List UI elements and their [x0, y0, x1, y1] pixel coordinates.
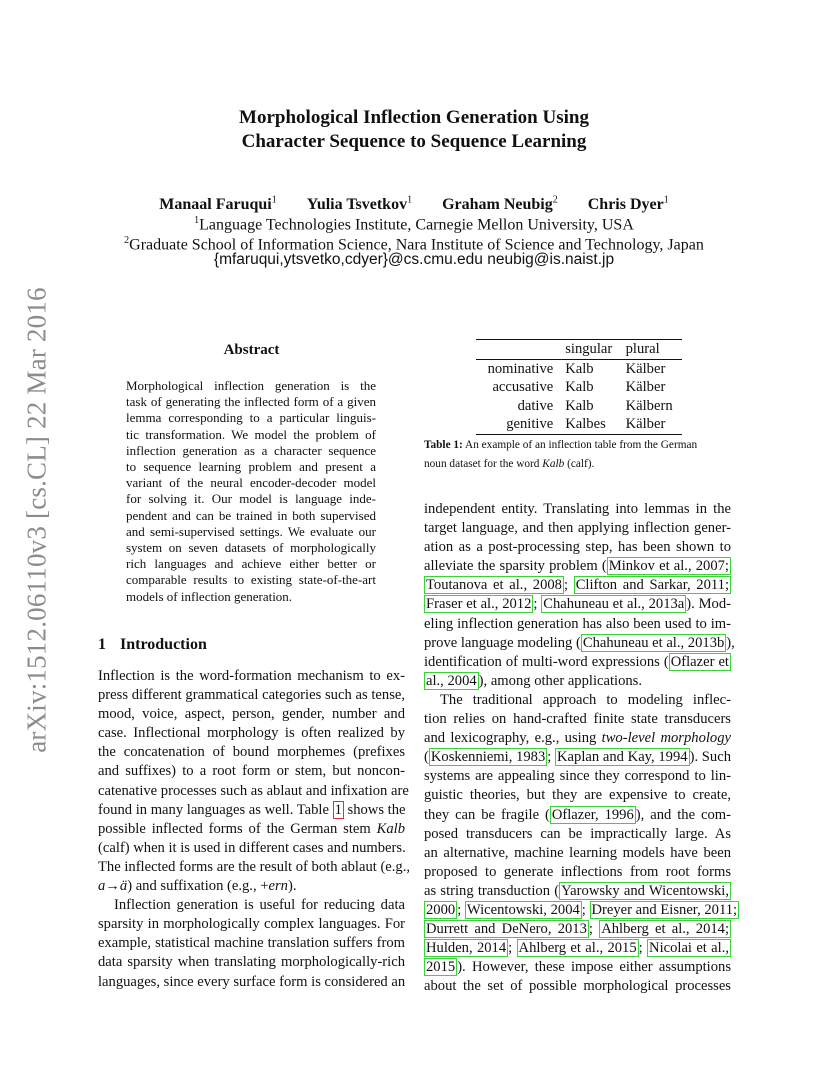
affiliation-mark: 2 — [552, 195, 558, 206]
text-line: catenative processes such as ablaut and infixation are — [98, 782, 409, 799]
text-line: 2015 ). However, these impose either assumptions — [426, 959, 731, 976]
inflection-table — [476, 339, 682, 435]
text-line: prove language modeling ( Chahuneau et al., 2013b ), — [424, 634, 735, 651]
affiliation-mark: 1 — [194, 215, 200, 226]
text-line: ation as a post-processing step, has been shown to — [424, 539, 731, 556]
text-line: for solving it. Our model is language inde- — [126, 491, 376, 507]
text-line: posed transducers can be impractically large. As — [424, 825, 731, 842]
table-reference-link[interactable]: 1 — [334, 801, 342, 818]
arxiv-identifier: arXiv:1512.06110v3 [cs.CL] 22 Mar 2016 — [21, 287, 52, 753]
text-line: Hulden, 2014 ; Ahlberg et al., 2015 ; Nicolai et al., — [426, 940, 730, 957]
text-line: Durrett and DeNero, 2013 ; Ahlberg et al., 2014; — [426, 921, 730, 938]
text-line: Toutanova et al., 2008 ; Clifton and Sarkar, 2011; — [426, 577, 729, 594]
text-line: mood, voice, aspect, person, gender, number and — [98, 706, 405, 723]
text-line: Morphological inflection generation is the — [126, 378, 376, 393]
text-line: tic transformation. We model the problem of — [126, 426, 376, 442]
author-emails: {mfaruqui,ytsvetko,cdyer}@cs.cmu.edu neubig@is.naist.jp — [213, 251, 615, 268]
table-caption — [424, 436, 731, 473]
table-cell: genitive — [506, 416, 554, 432]
text-line: eling inflection generation has also been used to im- — [424, 615, 731, 632]
paper-title — [0, 106, 828, 154]
citation-link[interactable]: Koskenniemi, 1983 — [430, 749, 546, 766]
text-line: proposed to generate inflections from root forms — [424, 863, 731, 880]
text-line: inflection generation as a character sequence — [126, 442, 376, 458]
text-line: 2000 ; Wicentowski, 2004 ; Dreyer and Eisner, 2011; — [426, 901, 738, 918]
table-cell: Kalb — [565, 360, 594, 377]
citation-link[interactable]: 2015 — [426, 959, 456, 976]
table-cell: Kälber — [625, 416, 666, 432]
citation-link[interactable]: Hulden, 2014 — [426, 940, 507, 957]
citation-link[interactable]: Oflazer et — [670, 653, 729, 670]
table-cell: nominative — [487, 360, 554, 377]
table-cell: Kälber — [625, 379, 666, 395]
text-line: tion relies on hand-crafted finite state transducers — [424, 711, 731, 728]
text-line: example, statistical machine translation suffers from — [98, 935, 405, 952]
citation-link[interactable]: al., 2004 — [426, 672, 477, 689]
emphasis: Kalb — [376, 820, 405, 837]
citation-link[interactable]: Fraser et al., 2012 — [426, 596, 532, 613]
emphasis: a — [98, 878, 106, 895]
text-line: independent entity. Translating into lemmas in the — [424, 501, 731, 517]
text-line: data sparsity when translating morphologically-rich — [98, 954, 405, 971]
affiliation-mark: 2 — [124, 235, 130, 246]
emphasis: ä — [119, 878, 128, 895]
text-line: The inflected forms are the result of both ablaut (e.g., — [98, 858, 411, 875]
text-line: languages, since every surface form is considered an — [98, 973, 406, 990]
text-line: comparable results to existing state-of-the-art — [126, 572, 376, 588]
section-heading — [98, 636, 207, 654]
citation-link[interactable]: Chahuneau et al., 2013b — [582, 634, 725, 651]
text-line: the concatenation of bound morphemes (prefixes — [98, 744, 405, 761]
table-header-cell — [476, 340, 561, 360]
text-line: guistic theories, but they are expensive to create, — [424, 787, 731, 804]
citation-link[interactable]: Durrett and DeNero, 2013 — [426, 921, 587, 938]
table-header-cell: singular — [565, 341, 613, 357]
citation-link[interactable]: Minkov et al., 2007; — [608, 558, 729, 575]
text-line: ( Koskenniemi, 1983 ; Kaplan and Kay, 1994 ). Such — [424, 749, 731, 766]
citation-link[interactable]: Ahlberg et al., 2014; — [601, 921, 730, 938]
caption-word: Kalb — [542, 457, 565, 470]
text-line: and semi-supervised settings. We evaluate our — [126, 523, 376, 539]
table-cell: Kälbern — [625, 397, 673, 414]
text-line: a→ä) and suffixation (e.g., +ern). — [98, 878, 297, 895]
text-line: variant of the neural encoder-decoder model — [126, 475, 376, 491]
affiliation-mark: 1 — [407, 195, 413, 206]
table-cell: Kalb — [565, 397, 594, 414]
text-line: al., 2004 ), among other applications. — [426, 672, 642, 689]
text-line: (calf) when it is used in different cases and numbers. — [98, 839, 406, 856]
table-cell: accusative — [492, 379, 554, 395]
text-line: sparsity in morphologically complex languages. For — [98, 916, 405, 933]
text-line: found in many languages as well. Table 1 shows the — [98, 801, 406, 818]
text-line: systems are appealing since they correspond to lin- — [424, 768, 731, 785]
citation-link[interactable]: Ahlberg et al., 2015 — [518, 940, 637, 957]
table-row — [476, 415, 682, 434]
text-line: an alternative, machine learning models have been — [424, 844, 731, 861]
citation-link[interactable]: Clifton and Sarkar, 2011; — [575, 577, 729, 594]
text-line: and suffixes) to a root form or stem, but noncon- — [98, 763, 405, 780]
text-line: system on seven datasets of morphologically — [126, 540, 376, 556]
caption-text: noun dataset for the word — [424, 457, 543, 470]
table-cell: Kälber — [625, 360, 666, 377]
table-row — [476, 397, 682, 416]
table-row — [476, 359, 682, 378]
caption-text: (calf). — [564, 457, 595, 470]
citation-link[interactable]: Oflazer, 1996 — [551, 806, 634, 823]
affiliation-mark: 1 — [271, 195, 277, 206]
affiliation-mark: 1 — [663, 195, 669, 206]
text-line: pendent and can be trained in both supervised — [126, 507, 376, 523]
text-line: models of inflection generation. — [126, 588, 293, 604]
table-cell: Kalbes — [565, 416, 606, 432]
author-name: Manaal Faruqui — [159, 196, 272, 214]
table-header-cell: plural — [625, 341, 660, 357]
citation-link[interactable]: Kaplan and Kay, 1994 — [557, 749, 688, 766]
text-line: press different grammatical categories such as tense, — [98, 687, 405, 704]
text-line: The traditional approach to modeling inflec- — [440, 691, 731, 708]
table-row — [476, 378, 682, 397]
caption-text: An example of an inflection table from the German — [465, 439, 698, 451]
text-line: lemma corresponding to a particular linguis- — [126, 410, 376, 426]
author-name: Chris Dyer — [587, 196, 664, 214]
text-line: to sequence learning problem and present a — [126, 459, 376, 475]
section-title: Introduction — [120, 636, 207, 653]
caption-label: Table 1: — [424, 439, 463, 451]
affiliation-text: Language Technologies Institute, Carnegie Mellon University, USA — [199, 216, 634, 234]
title-line-2: Character Sequence to Sequence Learning — [241, 131, 587, 152]
table-header-row — [476, 340, 682, 360]
text-line: Inflection is the word-formation mechanism to ex- — [98, 668, 405, 684]
arxiv-stamp — [20, 285, 54, 755]
citation-link[interactable]: Nicolai et al., — [649, 940, 730, 957]
emphasis: ern — [268, 878, 288, 895]
section-number: 1 — [98, 636, 106, 653]
text-line: target language, and then applying inflection gener- — [424, 520, 731, 537]
text-line: Fraser et al., 2012 ; Chahuneau et al., 2013a ). Mod- — [426, 596, 732, 613]
abstract-heading: Abstract — [223, 342, 280, 358]
title-line-1: Morphological Inflection Generation Using — [239, 107, 589, 128]
emphasis: two-level morphology — [601, 730, 731, 747]
table-cell: Kalb — [565, 379, 594, 395]
caption-line-1 — [424, 436, 731, 455]
text-line: and lexicography, e.g., using two-level morphology — [424, 730, 731, 747]
text-line: they can be fragile ( Oflazer, 1996 ), and the com- — [424, 806, 731, 823]
text-line: rich languages and achieve either better or — [126, 556, 376, 572]
text-line: possible inflected forms of the German stem Kalb — [98, 820, 405, 837]
right-column-text — [424, 500, 738, 996]
caption-line-2 — [424, 455, 731, 474]
citation-link[interactable]: Dreyer and Eisner, 2011; — [591, 901, 738, 918]
citation-link[interactable]: 2000 — [426, 901, 456, 918]
text-line: identification of multi-word expressions ( Oflazer et — [424, 653, 729, 670]
table-cell: dative — [517, 397, 554, 414]
abstract-body — [126, 378, 376, 605]
citation-link[interactable]: Yarowsky and Wicentowski, — [561, 882, 729, 899]
citation-link[interactable]: Chahuneau et al., 2013a — [543, 596, 685, 613]
text-line: case. Inflectional morphology is often realized by — [98, 725, 405, 742]
text-line: alleviate the sparsity problem ( Minkov et al., 2007; — [424, 558, 729, 575]
citation-link[interactable]: Wicentowski, 2004 — [466, 901, 580, 918]
author-name: Graham Neubig — [442, 196, 553, 214]
citation-link[interactable]: Toutanova et al., 2008 — [426, 577, 562, 594]
author-name: Yulia Tsvetkov — [306, 196, 408, 214]
text-line: Inflection generation is useful for reducing data — [114, 897, 405, 914]
affiliation-text: Graduate School of Information Science, Nara Institute of Science and Technology, Japan — [129, 236, 704, 254]
text-line: as string transduction ( Yarowsky and Wicentowski, — [424, 882, 729, 899]
text-line: task of generating the inflected form of a given — [126, 394, 376, 410]
text-line: about the set of possible morphological processes — [424, 978, 731, 995]
left-column-text — [98, 667, 411, 992]
